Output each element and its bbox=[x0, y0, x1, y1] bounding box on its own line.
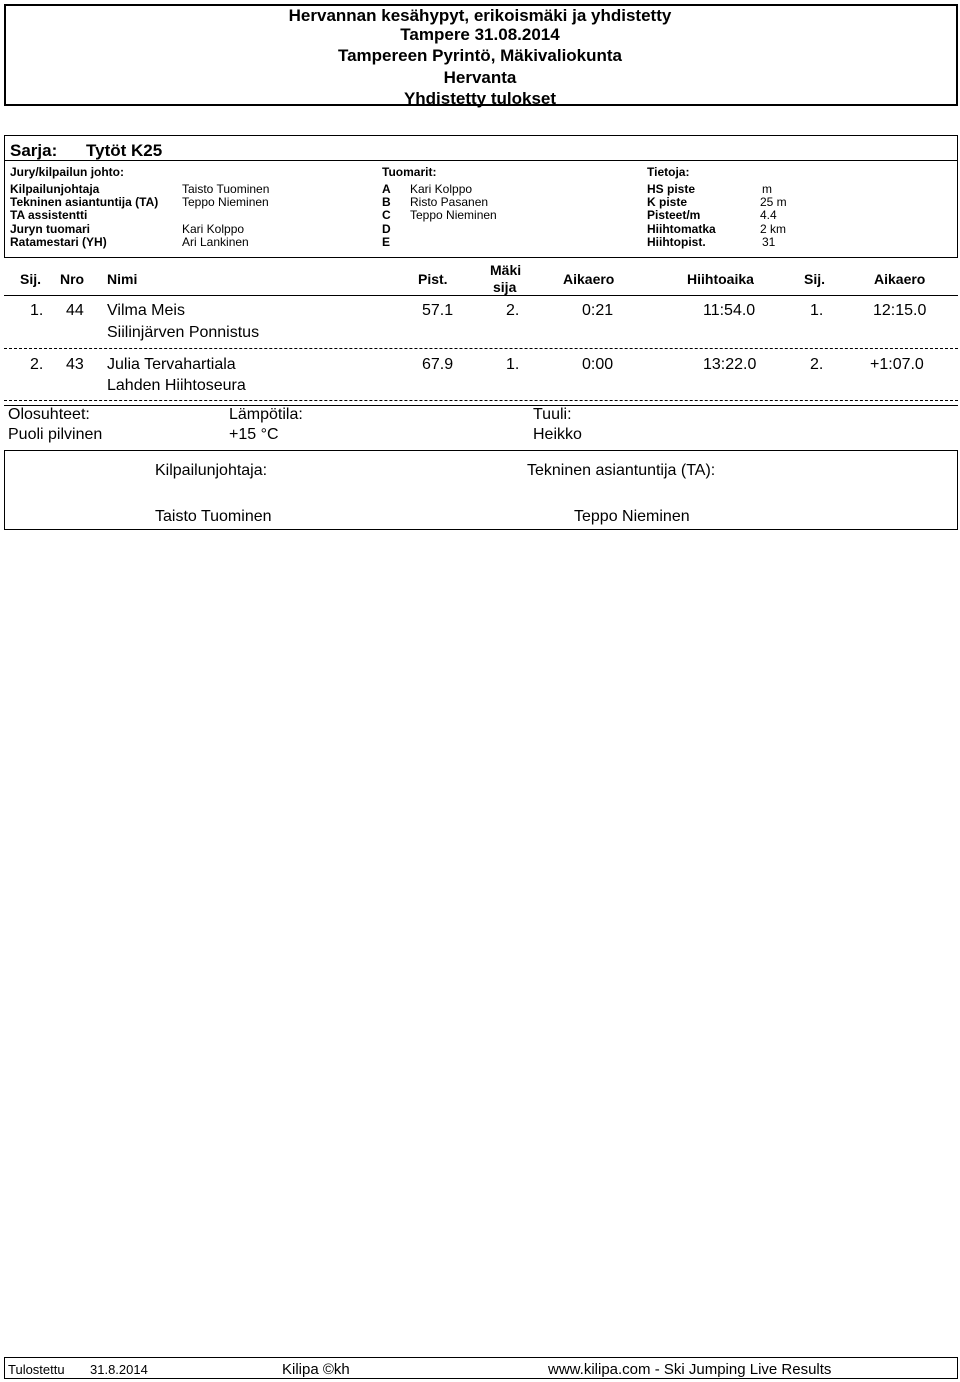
info-label: Hiihtomatka bbox=[647, 222, 716, 236]
sarja-value: Tytöt K25 bbox=[86, 141, 163, 160]
jury-role: Ratamestari (YH) bbox=[10, 235, 107, 249]
time-diff: 0:21 bbox=[582, 302, 614, 319]
results-type: Yhdistetty tulokset bbox=[403, 89, 557, 108]
col-header-rank: Sij. bbox=[20, 271, 42, 287]
jury-role: Tekninen asiantuntija (TA) bbox=[10, 195, 159, 209]
info-label: K piste bbox=[647, 195, 688, 209]
points: 57.1 bbox=[422, 302, 454, 319]
wind-label: Tuuli: bbox=[533, 406, 572, 423]
info-label: Hiihtopist. bbox=[647, 235, 706, 249]
jury-role: Juryn tuomari bbox=[10, 222, 91, 236]
final-rank: 2. bbox=[810, 356, 824, 373]
technical-delegate-name: Teppo Nieminen bbox=[574, 508, 690, 525]
bib-number: 44 bbox=[66, 302, 84, 319]
col-header-jump-rank-top: Mäki bbox=[490, 262, 522, 278]
judge-name: Risto Pasanen bbox=[410, 195, 489, 209]
col-header-final-rank: Sij. bbox=[804, 271, 826, 287]
conditions-box bbox=[4, 405, 958, 445]
athlete-club: Lahden Hiihtoseura bbox=[107, 377, 246, 394]
conditions-value: Puoli pilvinen bbox=[8, 426, 103, 443]
signatures-box bbox=[4, 450, 958, 530]
organizer: Tampereen Pyrintö, Mäkivaliokunta bbox=[337, 46, 623, 65]
col-header-name: Nimi bbox=[107, 271, 138, 287]
athlete-name: Vilma Meis bbox=[107, 302, 185, 319]
col-header-points: Pist. bbox=[418, 271, 448, 287]
ski-time: 11:54.0 bbox=[703, 302, 756, 319]
temperature-label: Lämpötila: bbox=[229, 406, 303, 423]
judge-name: Teppo Nieminen bbox=[410, 208, 497, 222]
info-value: 31 bbox=[762, 235, 776, 249]
jury-name: Teppo Nieminen bbox=[182, 195, 269, 209]
jump-rank: 1. bbox=[506, 356, 520, 373]
info-label: HS piste bbox=[647, 182, 696, 196]
event-date: Tampere 31.08.2014 bbox=[400, 25, 560, 44]
judge-name: Kari Kolppo bbox=[410, 182, 473, 196]
time-diff: 0:00 bbox=[582, 356, 614, 373]
divider bbox=[4, 160, 958, 161]
rank: 2. bbox=[30, 356, 44, 373]
judge-letter: A bbox=[382, 182, 391, 196]
software-credit: Kilipa ©kh bbox=[282, 1361, 350, 1378]
judges-heading: Tuomarit: bbox=[382, 165, 437, 179]
athlete-club: Siilinjärven Ponnistus bbox=[107, 324, 260, 341]
row-divider bbox=[4, 400, 958, 401]
final-diff: 12:15.0 bbox=[873, 302, 927, 319]
bib-number: 43 bbox=[66, 356, 84, 373]
col-header-jump-rank-bottom: sija bbox=[493, 279, 517, 295]
website-link[interactable]: www.kilipa.com - Ski Jumping Live Results bbox=[548, 1361, 832, 1378]
judge-letter: D bbox=[382, 222, 391, 236]
athlete-name: Julia Tervahartiala bbox=[107, 356, 236, 373]
ski-time: 13:22.0 bbox=[703, 356, 757, 373]
col-header-ski-time: Hiihtoaika bbox=[687, 271, 754, 287]
event-title: Hervannan kesähypyt, erikoismäki ja yhdistetty bbox=[288, 6, 672, 25]
final-rank: 1. bbox=[810, 302, 824, 319]
jury-role: Kilpailunjohtaja bbox=[10, 182, 100, 196]
col-header-number: Nro bbox=[60, 271, 85, 287]
info-value: 25 m bbox=[760, 195, 787, 209]
jury-name: Ari Lankinen bbox=[182, 235, 249, 249]
printed-date: 31.8.2014 bbox=[90, 1362, 148, 1377]
director-name: Taisto Tuominen bbox=[155, 508, 272, 525]
final-diff: +1:07.0 bbox=[870, 356, 924, 373]
col-header-time-diff: Aikaero bbox=[563, 271, 615, 287]
points: 67.9 bbox=[422, 356, 454, 373]
temperature-value: +15 °C bbox=[229, 426, 279, 443]
col-header-final-diff: Aikaero bbox=[874, 271, 926, 287]
info-heading: Tietoja: bbox=[647, 165, 690, 179]
rank: 1. bbox=[30, 302, 44, 319]
jury-name: Taisto Tuominen bbox=[182, 182, 270, 196]
technical-delegate-label: Tekninen asiantuntija (TA): bbox=[527, 462, 716, 479]
row-divider bbox=[4, 348, 958, 349]
jury-role: TA assistentti bbox=[10, 208, 88, 222]
info-value: m bbox=[762, 182, 772, 196]
printed-label: Tulostettu bbox=[8, 1362, 65, 1377]
table-header-divider bbox=[4, 295, 958, 296]
venue: Hervanta bbox=[443, 68, 517, 87]
conditions-label: Olosuhteet: bbox=[8, 406, 90, 423]
jury-heading: Jury/kilpailun johto: bbox=[10, 165, 125, 179]
jury-name: Kari Kolppo bbox=[182, 222, 245, 236]
info-value: 2 km bbox=[760, 222, 787, 236]
judge-letter: E bbox=[382, 235, 391, 249]
director-label: Kilpailunjohtaja: bbox=[155, 462, 268, 479]
judge-letter: B bbox=[382, 195, 391, 209]
sarja-label: Sarja: bbox=[10, 141, 58, 160]
info-value: 4.4 bbox=[760, 208, 777, 222]
jump-rank: 2. bbox=[506, 302, 520, 319]
judge-letter: C bbox=[382, 208, 391, 222]
wind-value: Heikko bbox=[533, 426, 582, 443]
info-label: Pisteet/m bbox=[647, 208, 701, 222]
